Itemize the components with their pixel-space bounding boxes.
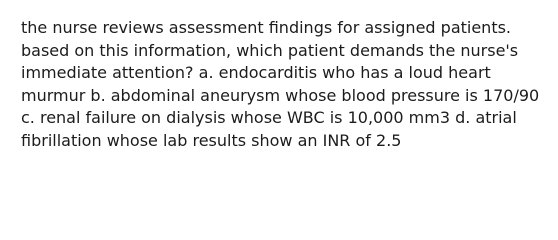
question-line: immediate attention? a. endocarditis who has a loud heart (21, 63, 491, 82)
question-line: fibrillation whose lab results show an INR of 2.5 (21, 130, 402, 150)
question-line: the nurse reviews assessment findings for assigned patients. (21, 18, 512, 37)
question-block (21, 17, 549, 152)
question-line: based on this information, which patient demands the nurse's (21, 40, 519, 60)
question-text (21, 17, 549, 152)
question-line: murmur b. abdominal aneurysm whose blood pressure is 170/90 (21, 85, 540, 105)
question-line: c. renal failure on dialysis whose WBC is 10,000 mm3 d. atrial (21, 108, 517, 127)
